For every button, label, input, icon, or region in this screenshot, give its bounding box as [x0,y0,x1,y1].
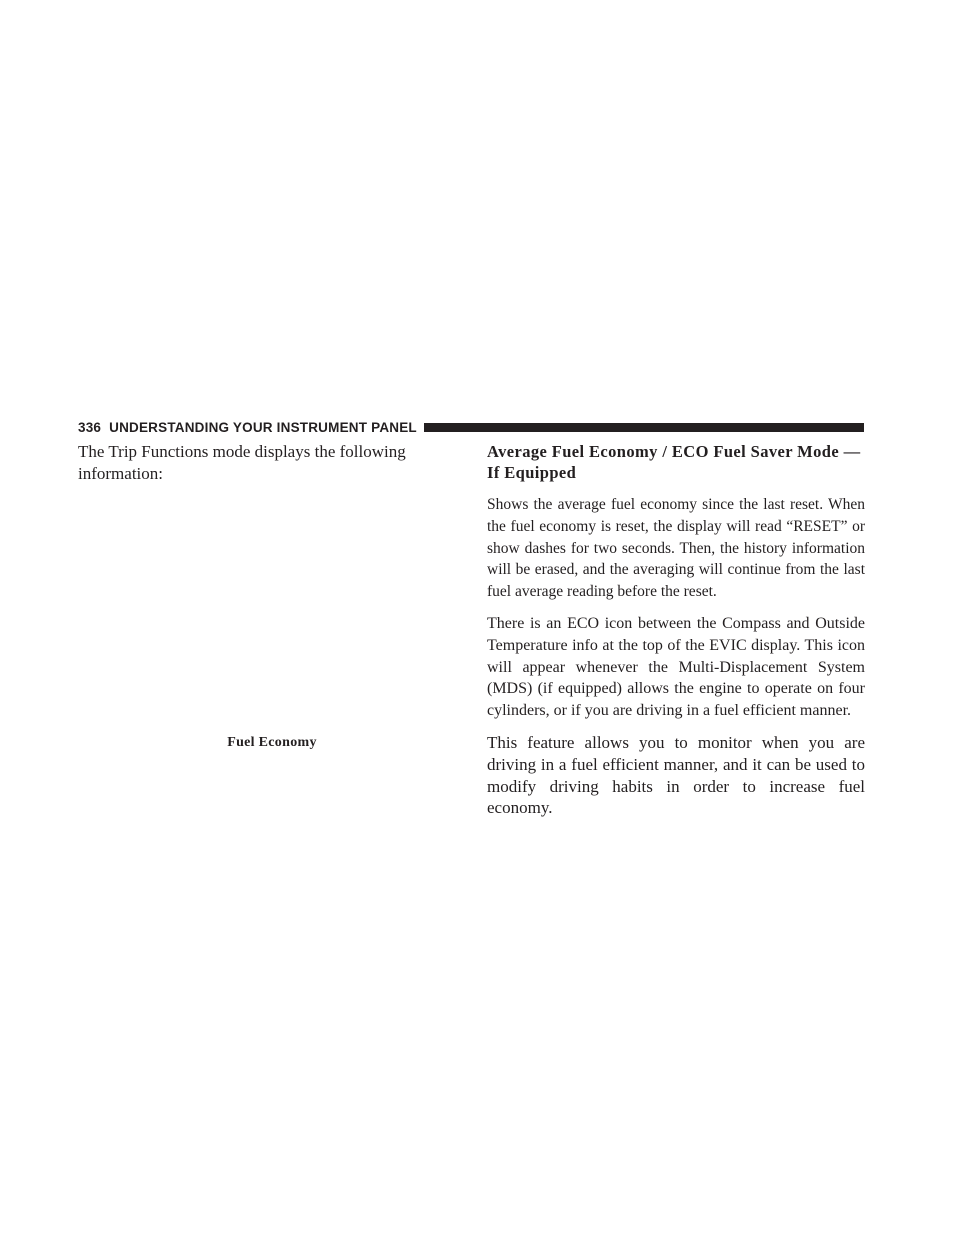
paragraph-fuel-efficient: This feature allows you to monitor when you are driving in a fuel efficient manner, and it can be used to modify driving habits in order to increase fuel economy. [487,732,865,818]
figure-caption: Fuel Economy [227,735,317,750]
page-header [78,418,864,436]
section-heading: Average Fuel Economy / ECO Fuel Saver Mode — If Equipped [487,442,861,482]
paragraph-eco-icon: There is an ECO icon between the Compass and Outside Temperature info at the top of the EVIC display. This icon will appear whenever the Multi-Displacement System (MDS) (if equipped) allows the engine to operate on four cylinders, or if you are driving in a fuel efficient manner. [487,614,865,720]
section-title: UNDERSTANDING YOUR INSTRUMENT PANEL [109,419,417,435]
right-column [487,441,865,829]
header-rule [424,423,864,432]
left-column [78,441,466,484]
paragraph-average-fuel-economy: Shows the average fuel economy since the last reset. When the fuel economy is reset, the display will read “RESET” or show dashes for two seconds. Then, the history information will be erased, and the averaging will continue from the last fuel average reading before the reset. [487,496,865,601]
page-number: 336 [78,419,102,435]
fuel-economy-figure [78,490,466,760]
intro-paragraph: The Trip Functions mode displays the following information: [78,442,406,483]
